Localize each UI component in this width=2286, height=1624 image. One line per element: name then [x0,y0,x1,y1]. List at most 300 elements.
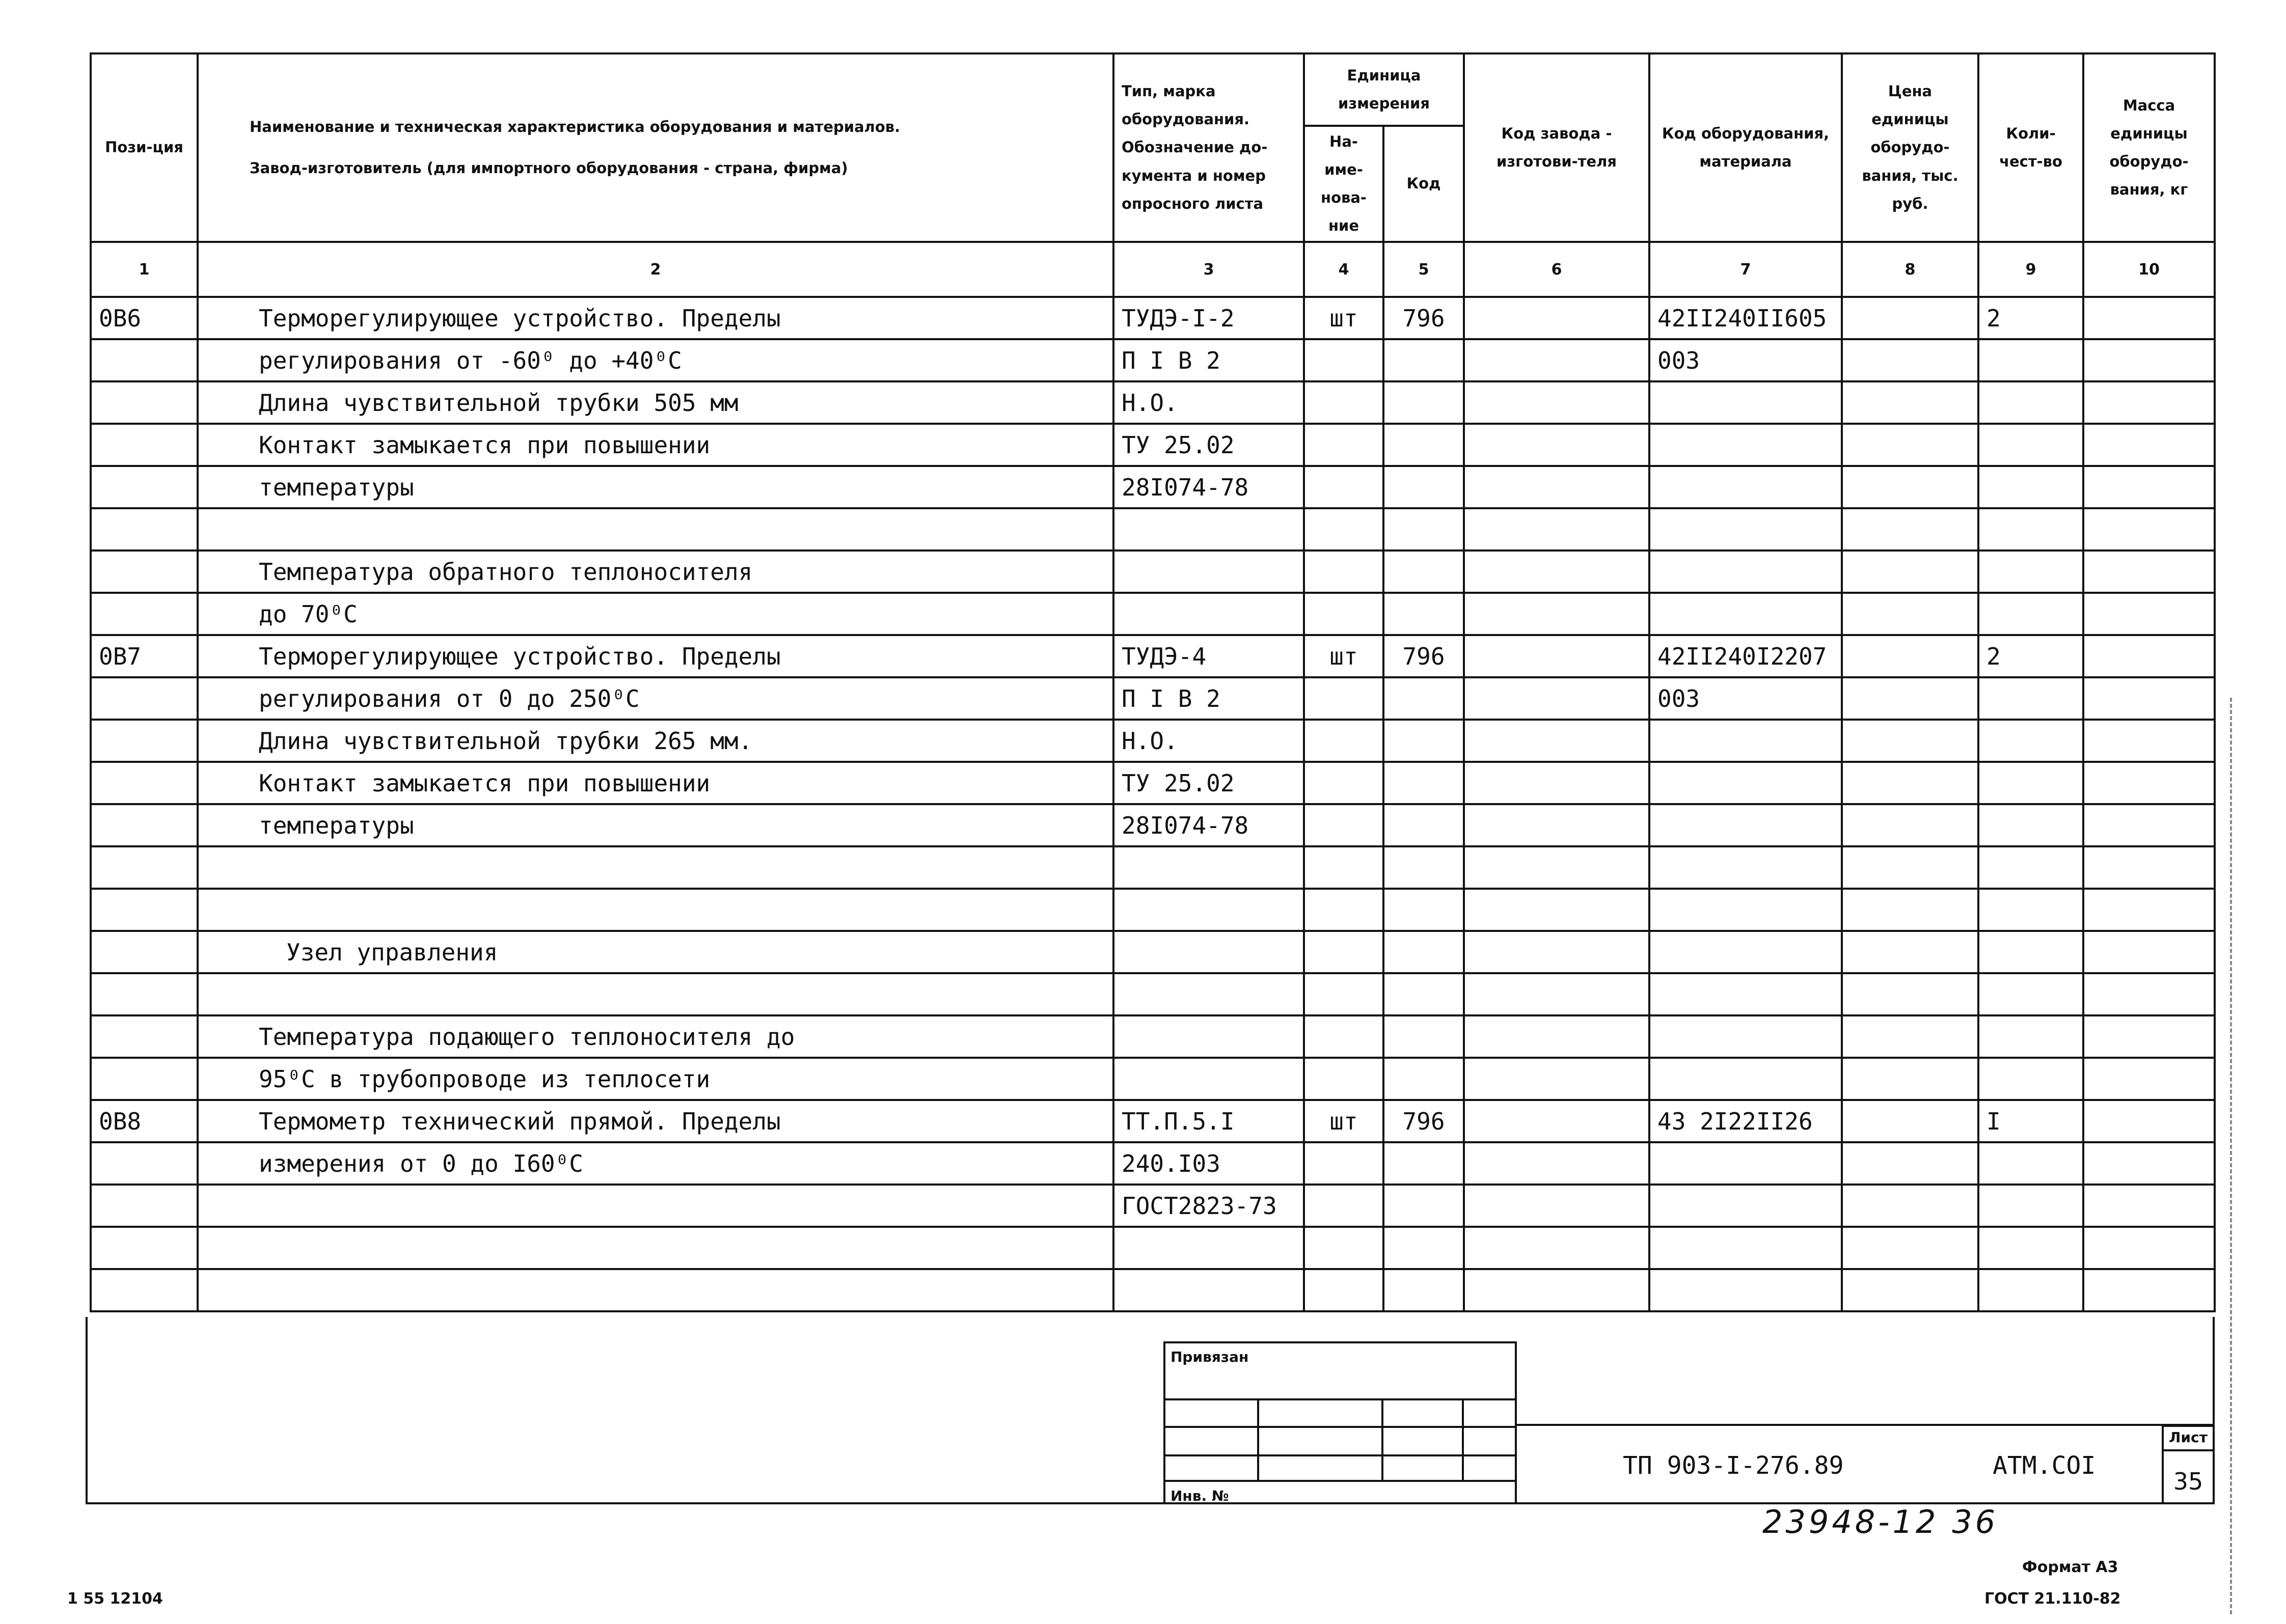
cell-quantity [1978,1142,2083,1185]
cell-type [1113,593,1304,635]
bottom-frame [86,1317,2215,1504]
table-row [91,1269,2215,1311]
cell-type: Н.О. [1113,720,1304,762]
format-label: Формат А3 [2022,1558,2118,1576]
cell-position [91,466,198,508]
cell-unit-name [1304,1269,1383,1311]
cell-quantity: I [1978,1100,2083,1142]
stamp-line [1462,1398,1464,1480]
cell-mass [2083,846,2215,889]
cell-quantity [1978,889,2083,931]
header-name [198,53,1113,242]
stamp-line [1163,1480,1517,1482]
cell-maker-code [1464,1227,1649,1269]
cell-maker-code [1464,889,1649,931]
cell-unit-name [1304,1015,1383,1058]
cell-price [1842,466,1978,508]
cell-unit-code [1383,720,1464,762]
cell-name: Терморегулирующее устройство. Пределы [198,297,1113,339]
cell-type: 28I074-78 [1113,466,1304,508]
table-row [91,973,2215,1015]
cell-unit-code [1383,1269,1464,1311]
cell-quantity: 2 [1978,635,2083,677]
document-id: ТП 903-I-276.89 [1623,1451,1844,1480]
cell-name [198,846,1113,889]
cell-quantity [1978,1185,2083,1227]
table-row [91,593,2215,635]
cell-name [198,973,1113,1015]
cell-unit-code [1383,550,1464,593]
header-type: Тип, марка оборудования. Обозначение до-кумента и номер опросного листа [1113,53,1304,242]
cell-maker-code [1464,762,1649,804]
cell-price [1842,804,1978,846]
cell-name: Терморегулирующее устройство. Пределы [198,635,1113,677]
cell-position [91,1269,198,1311]
table-row [91,1015,2215,1058]
cell-quantity [1978,1058,2083,1100]
cell-position [91,1015,198,1058]
header-unit-code: Код [1383,126,1464,242]
table-row [91,1142,2215,1185]
cell-type: 28I074-78 [1113,804,1304,846]
cell-unit-name [1304,1058,1383,1100]
cell-type [1113,1269,1304,1311]
column-number: 7 [1649,242,1842,297]
cell-equipment-code [1649,720,1842,762]
cell-equipment-code [1649,846,1842,889]
cell-quantity [1978,973,2083,1015]
cell-price [1842,339,1978,381]
column-number: 3 [1113,242,1304,297]
cell-position [91,424,198,466]
cell-quantity [1978,846,2083,889]
column-number: 8 [1842,242,1978,297]
cell-mass [2083,593,2215,635]
cell-price [1842,508,1978,550]
cell-price [1842,381,1978,424]
cell-name: до 70⁰С [198,593,1113,635]
cell-maker-code [1464,297,1649,339]
cell-mass [2083,466,2215,508]
cell-unit-name [1304,720,1383,762]
cell-mass [2083,889,2215,931]
cell-mass [2083,1269,2215,1311]
cell-type: Н.О. [1113,381,1304,424]
cell-price [1842,424,1978,466]
cell-price [1842,973,1978,1015]
cell-position [91,381,198,424]
cell-type [1113,846,1304,889]
cell-unit-name [1304,1142,1383,1185]
cell-position [91,804,198,846]
cell-maker-code [1464,339,1649,381]
cell-quantity [1978,1227,2083,1269]
cell-name: Контакт замыкается при повышении [198,762,1113,804]
cell-maker-code [1464,381,1649,424]
table-row [91,339,2215,381]
cell-unit-code [1383,846,1464,889]
cell-name: Узел управления [198,931,1113,973]
cell-unit-name [1304,889,1383,931]
cell-mass [2083,973,2215,1015]
cell-position [91,550,198,593]
cell-unit-name [1304,508,1383,550]
cell-type [1113,1058,1304,1100]
cell-unit-code [1383,762,1464,804]
cell-name: Термометр технический прямой. Пределы [198,1100,1113,1142]
cell-unit-name [1304,593,1383,635]
cell-price [1842,550,1978,593]
table-row [91,1185,2215,1227]
cell-position [91,846,198,889]
cell-unit-code [1383,466,1464,508]
column-number: 5 [1383,242,1464,297]
cell-maker-code [1464,424,1649,466]
cell-name [198,889,1113,931]
cell-price [1842,1185,1978,1227]
cell-price [1842,593,1978,635]
cell-unit-name [1304,973,1383,1015]
cell-type [1113,889,1304,931]
cell-price [1842,677,1978,720]
column-number: 2 [198,242,1113,297]
cell-name: температуры [198,466,1113,508]
cell-maker-code [1464,635,1649,677]
cell-name [198,1227,1113,1269]
cell-unit-code: 796 [1383,635,1464,677]
cell-unit-name: шт [1304,635,1383,677]
cell-position: 0В8 [91,1100,198,1142]
cell-position [91,1058,198,1100]
cell-mass [2083,1185,2215,1227]
cell-maker-code [1464,677,1649,720]
cell-quantity [1978,1015,2083,1058]
cell-price [1842,635,1978,677]
inventory-label: Инв. № [1171,1488,1229,1504]
cell-unit-code [1383,508,1464,550]
table-row [91,846,2215,889]
cell-mass [2083,508,2215,550]
cell-equipment-code [1649,424,1842,466]
cell-equipment-code [1649,1227,1842,1269]
cell-equipment-code: 42II240I2207 [1649,635,1842,677]
cell-equipment-code [1649,973,1842,1015]
cell-mass [2083,1227,2215,1269]
stamp-line [1381,1398,1383,1480]
handwritten-number: 23948-12 36 [1762,1503,1999,1540]
cell-mass [2083,720,2215,762]
sheet-number: 35 [2173,1468,2203,1495]
cell-price [1842,1142,1978,1185]
cell-unit-code: 796 [1383,297,1464,339]
cell-unit-name [1304,424,1383,466]
cell-unit-code [1383,381,1464,424]
cell-quantity [1978,677,2083,720]
cell-price [1842,1058,1978,1100]
cell-mass [2083,762,2215,804]
table-row [91,381,2215,424]
cell-quantity [1978,466,2083,508]
cell-unit-name [1304,550,1383,593]
cell-unit-name [1304,846,1383,889]
table-row [91,635,2215,677]
cell-maker-code [1464,1269,1649,1311]
cell-price [1842,1269,1978,1311]
cell-maker-code [1464,720,1649,762]
cell-name [198,508,1113,550]
table-row [91,762,2215,804]
table-row [91,550,2215,593]
cell-mass [2083,1058,2215,1100]
table-body [91,297,2215,1311]
cell-position [91,889,198,931]
cell-mass [2083,635,2215,677]
cell-maker-code [1464,593,1649,635]
cell-unit-name: шт [1304,1100,1383,1142]
cell-equipment-code [1649,1015,1842,1058]
cell-type [1113,1227,1304,1269]
cell-type: 240.I03 [1113,1142,1304,1185]
cell-position [91,931,198,973]
cell-maker-code [1464,931,1649,973]
cell-mass [2083,381,2215,424]
cell-type: ГОСТ2823-73 [1113,1185,1304,1227]
cell-mass [2083,550,2215,593]
cell-unit-name [1304,804,1383,846]
cell-name: Контакт замыкается при повышении [198,424,1113,466]
cell-price [1842,1015,1978,1058]
cell-mass [2083,1015,2215,1058]
gost-label: ГОСТ 21.110-82 [1984,1590,2121,1608]
cell-position [91,762,198,804]
cell-equipment-code [1649,508,1842,550]
cell-price [1842,889,1978,931]
table-row [91,720,2215,762]
cell-quantity [1978,508,2083,550]
cell-quantity [1978,931,2083,973]
header-position: Пози-ция [91,53,198,242]
cell-equipment-code [1649,762,1842,804]
cell-price [1842,1100,1978,1142]
cell-type [1113,1015,1304,1058]
cell-unit-name: шт [1304,297,1383,339]
cell-name: Длина чувствительной трубки 505 мм [198,381,1113,424]
cell-type: ТТ.П.5.I [1113,1100,1304,1142]
edge-dashed-line [2230,698,2232,1614]
cell-type [1113,508,1304,550]
cell-maker-code [1464,508,1649,550]
header-unit: Единица измерения [1304,53,1464,126]
cell-position: 0В6 [91,297,198,339]
cell-maker-code [1464,1142,1649,1185]
cell-maker-code [1464,973,1649,1015]
cell-name [198,1269,1113,1311]
cell-quantity [1978,381,2083,424]
cell-unit-code [1383,973,1464,1015]
cell-maker-code [1464,1015,1649,1058]
cell-unit-code [1383,593,1464,635]
cell-equipment-code [1649,1269,1842,1311]
cell-position: 0В7 [91,635,198,677]
cell-unit-code [1383,889,1464,931]
cell-maker-code [1464,846,1649,889]
cell-price [1842,846,1978,889]
cell-unit-name [1304,381,1383,424]
header-quantity: Коли-чест-во [1978,53,2083,242]
column-number: 1 [91,242,198,297]
cell-name: Длина чувствительной трубки 265 мм. [198,720,1113,762]
table-row [91,1227,2215,1269]
header-name-line2: Завод-изготовитель (для импортного оборудования - страна, фирма) [250,159,848,177]
cell-price [1842,931,1978,973]
table-row [91,424,2215,466]
cell-unit-code [1383,931,1464,973]
cell-mass [2083,339,2215,381]
cell-unit-code [1383,424,1464,466]
cell-quantity [1978,762,2083,804]
cell-equipment-code [1649,804,1842,846]
cell-type [1113,931,1304,973]
column-number: 6 [1464,242,1649,297]
cell-equipment-code: 42II240II605 [1649,297,1842,339]
table-row [91,931,2215,973]
cell-position [91,1185,198,1227]
cell-mass [2083,931,2215,973]
cell-maker-code [1464,1185,1649,1227]
cell-equipment-code [1649,381,1842,424]
cell-equipment-code [1649,1058,1842,1100]
specification-table [90,52,2216,1312]
cell-unit-code [1383,1142,1464,1185]
stamp-line [1257,1398,1259,1480]
cell-unit-name [1304,931,1383,973]
cell-unit-name [1304,1185,1383,1227]
cell-position [91,508,198,550]
cell-name: Температура обратного теплоносителя [198,550,1113,593]
cell-position [91,720,198,762]
cell-mass [2083,297,2215,339]
cell-type [1113,550,1304,593]
cell-unit-code: 796 [1383,1100,1464,1142]
cell-quantity: 2 [1978,297,2083,339]
cell-unit-code [1383,1185,1464,1227]
cell-type: ТУ 25.02 [1113,762,1304,804]
column-number-row [91,242,2215,297]
cell-position [91,339,198,381]
cell-unit-name [1304,339,1383,381]
cell-price [1842,1227,1978,1269]
title-block-line [1517,1424,2215,1426]
cell-mass [2083,1142,2215,1185]
cell-unit-code [1383,1227,1464,1269]
cell-name: регулирования от 0 до 250⁰С [198,677,1113,720]
cell-quantity [1978,424,2083,466]
sheet-box [2162,1425,2215,1504]
cell-quantity [1978,1269,2083,1311]
cell-equipment-code [1649,593,1842,635]
table-row [91,1100,2215,1142]
cell-name: Температура подающего теплоносителя до [198,1015,1113,1058]
cell-unit-name [1304,466,1383,508]
cell-type [1113,973,1304,1015]
cell-equipment-code [1649,889,1842,931]
table-row [91,508,2215,550]
cell-price [1842,297,1978,339]
cell-unit-code [1383,1015,1464,1058]
cell-equipment-code [1649,931,1842,973]
cell-price [1842,762,1978,804]
cell-maker-code [1464,1100,1649,1142]
header-name-line1: Наименование и техническая характеристика оборудования и материалов. [250,118,901,135]
bottom-left-code: 1 55 12104 [67,1590,163,1608]
cell-quantity [1978,550,2083,593]
table-row [91,677,2215,720]
cell-unit-code [1383,1058,1464,1100]
header-mass: Масса единицы оборудо-вания, кг [2083,53,2215,242]
cell-position [91,1227,198,1269]
table-header [91,53,2215,297]
cell-position [91,1142,198,1185]
sheet-code: АТМ.COI [1993,1451,2096,1480]
cell-unit-name [1304,677,1383,720]
cell-equipment-code [1649,1185,1842,1227]
column-number: 10 [2083,242,2215,297]
cell-quantity [1978,804,2083,846]
header-equipment-code: Код оборудования, материала [1649,53,1842,242]
table-row [91,804,2215,846]
cell-type: ТУДЭ-I-2 [1113,297,1304,339]
header-unit-name: На-име-нова-ние [1304,126,1383,242]
cell-unit-name [1304,762,1383,804]
cell-equipment-code [1649,550,1842,593]
cell-equipment-code: 43 2I22II26 [1649,1100,1842,1142]
cell-quantity [1978,339,2083,381]
cell-name: измерения от 0 до I60⁰С [198,1142,1113,1185]
cell-unit-code [1383,677,1464,720]
cell-mass [2083,1100,2215,1142]
cell-position [91,973,198,1015]
cell-maker-code [1464,466,1649,508]
cell-type: ТУ 25.02 [1113,424,1304,466]
header-price: Цена единицы оборудо-вания, тыс. руб. [1842,53,1978,242]
cell-equipment-code [1649,466,1842,508]
cell-name: 95⁰С в трубопроводе из теплосети [198,1058,1113,1100]
cell-type: П I В 2 [1113,339,1304,381]
cell-maker-code [1464,804,1649,846]
cell-name: регулирования от -60⁰ до +40⁰С [198,339,1113,381]
column-number: 9 [1978,242,2083,297]
cell-quantity [1978,593,2083,635]
cell-quantity [1978,720,2083,762]
table-row [91,1058,2215,1100]
cell-mass [2083,424,2215,466]
cell-maker-code [1464,1058,1649,1100]
cell-price [1842,720,1978,762]
table-row [91,466,2215,508]
cell-name [198,1185,1113,1227]
cell-mass [2083,677,2215,720]
cell-name: температуры [198,804,1113,846]
header-maker-code: Код завода - изготови-теля [1464,53,1649,242]
cell-unit-name [1304,1227,1383,1269]
cell-unit-code [1383,339,1464,381]
attached-label: Привязан [1171,1348,1249,1365]
cell-maker-code [1464,550,1649,593]
cell-type: П I В 2 [1113,677,1304,720]
cell-mass [2083,804,2215,846]
cell-unit-code [1383,804,1464,846]
table-row [91,889,2215,931]
